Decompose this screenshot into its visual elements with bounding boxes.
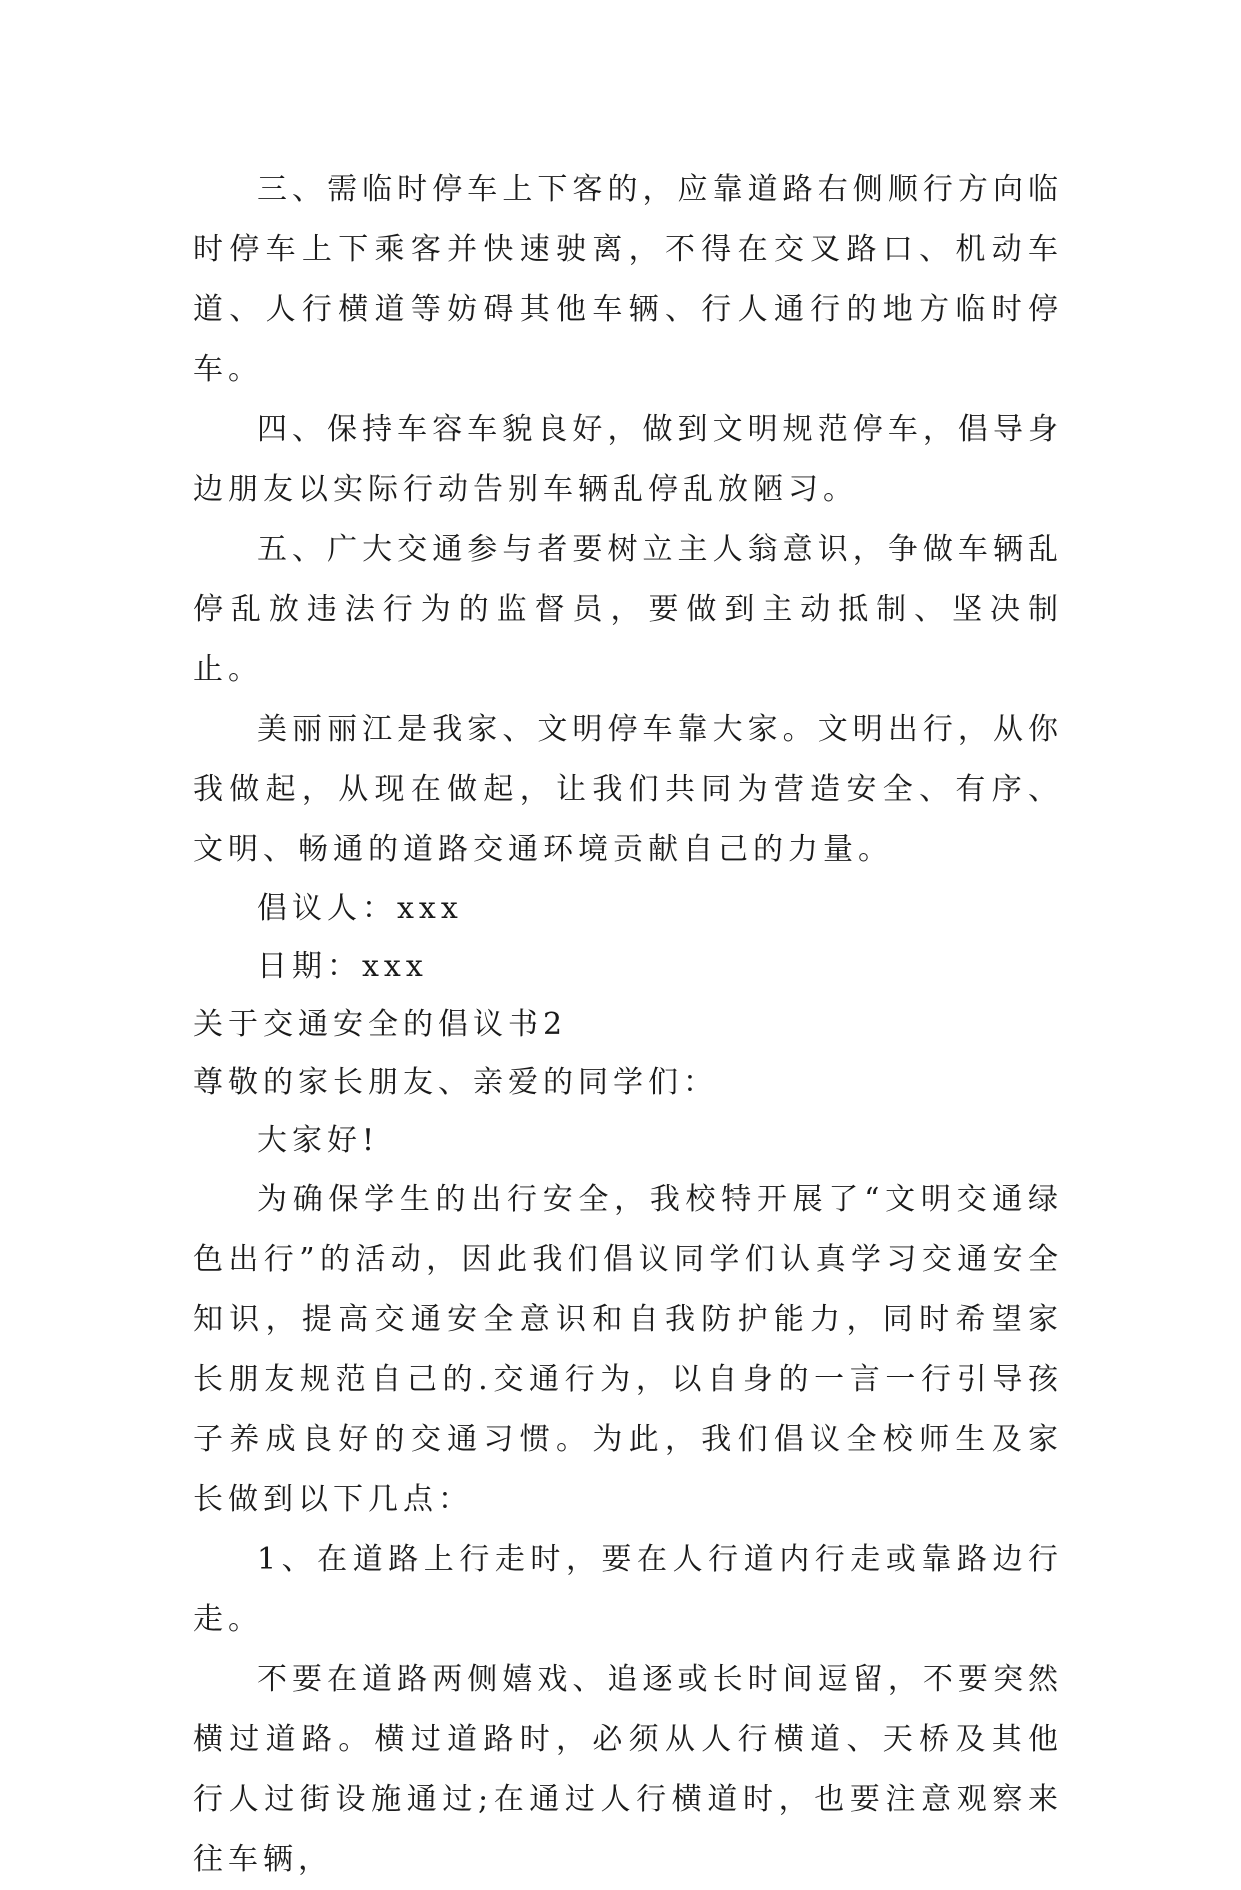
proposer-line: 倡议人：xxx [257, 891, 463, 926]
date-line: 日期：xxx [257, 949, 428, 984]
document-body [193, 160, 1063, 1890]
paragraph-rule-one-detail: 不要在道路两侧嬉戏、追逐或长时间逗留，不要突然横过道路。横过道路时，必须从人行横道、天桥及其他行人过街设施通过;在通过人行横道时，也要注意观察来往车辆， [193, 1662, 1063, 1877]
greeting: 大家好! [257, 1123, 380, 1158]
paragraph-item-four: 四、保持车容车貌良好，做到文明规范停车，倡导身边朋友以实际行动告别车辆乱停乱放陋习。 [193, 412, 1063, 507]
section-title: 关于交通安全的倡议书2 [193, 1007, 568, 1042]
paragraph-closing: 美丽丽江是我家、文明停车靠大家。文明出行，从你我做起，从现在做起，让我们共同为营造安全、有序、文明、畅通的道路交通环境贡献自己的力量。 [193, 712, 1063, 867]
paragraph-rule-one: 1、在道路上行走时，要在人行道内行走或靠路边行走。 [193, 1542, 1063, 1637]
salutation: 尊敬的家长朋友、亲爱的同学们： [193, 1065, 718, 1100]
paragraph-item-three: 三、需临时停车上下客的，应靠道路右侧顺行方向临时停车上下乘客并快速驶离，不得在交叉路口、机动车道、人行横道等妨碍其他车辆、行人通行的地方临时停车。 [193, 172, 1063, 387]
paragraph-intro: 为确保学生的出行安全，我校特开展了“文明交通绿色出行”的活动，因此我们倡议同学们认真学习交通安全知识，提高交通安全意识和自我防护能力，同时希望家长朋友规范自己的.交通行为，以自身的一言一行引导孩子养成良好的交通习惯。为此，我们倡议全校师生及家长做到以下几点： [193, 1182, 1063, 1517]
paragraph-item-five: 五、广大交通参与者要树立主人翁意识，争做车辆乱停乱放违法行为的监督员，要做到主动抵制、坚决制止。 [193, 532, 1063, 687]
